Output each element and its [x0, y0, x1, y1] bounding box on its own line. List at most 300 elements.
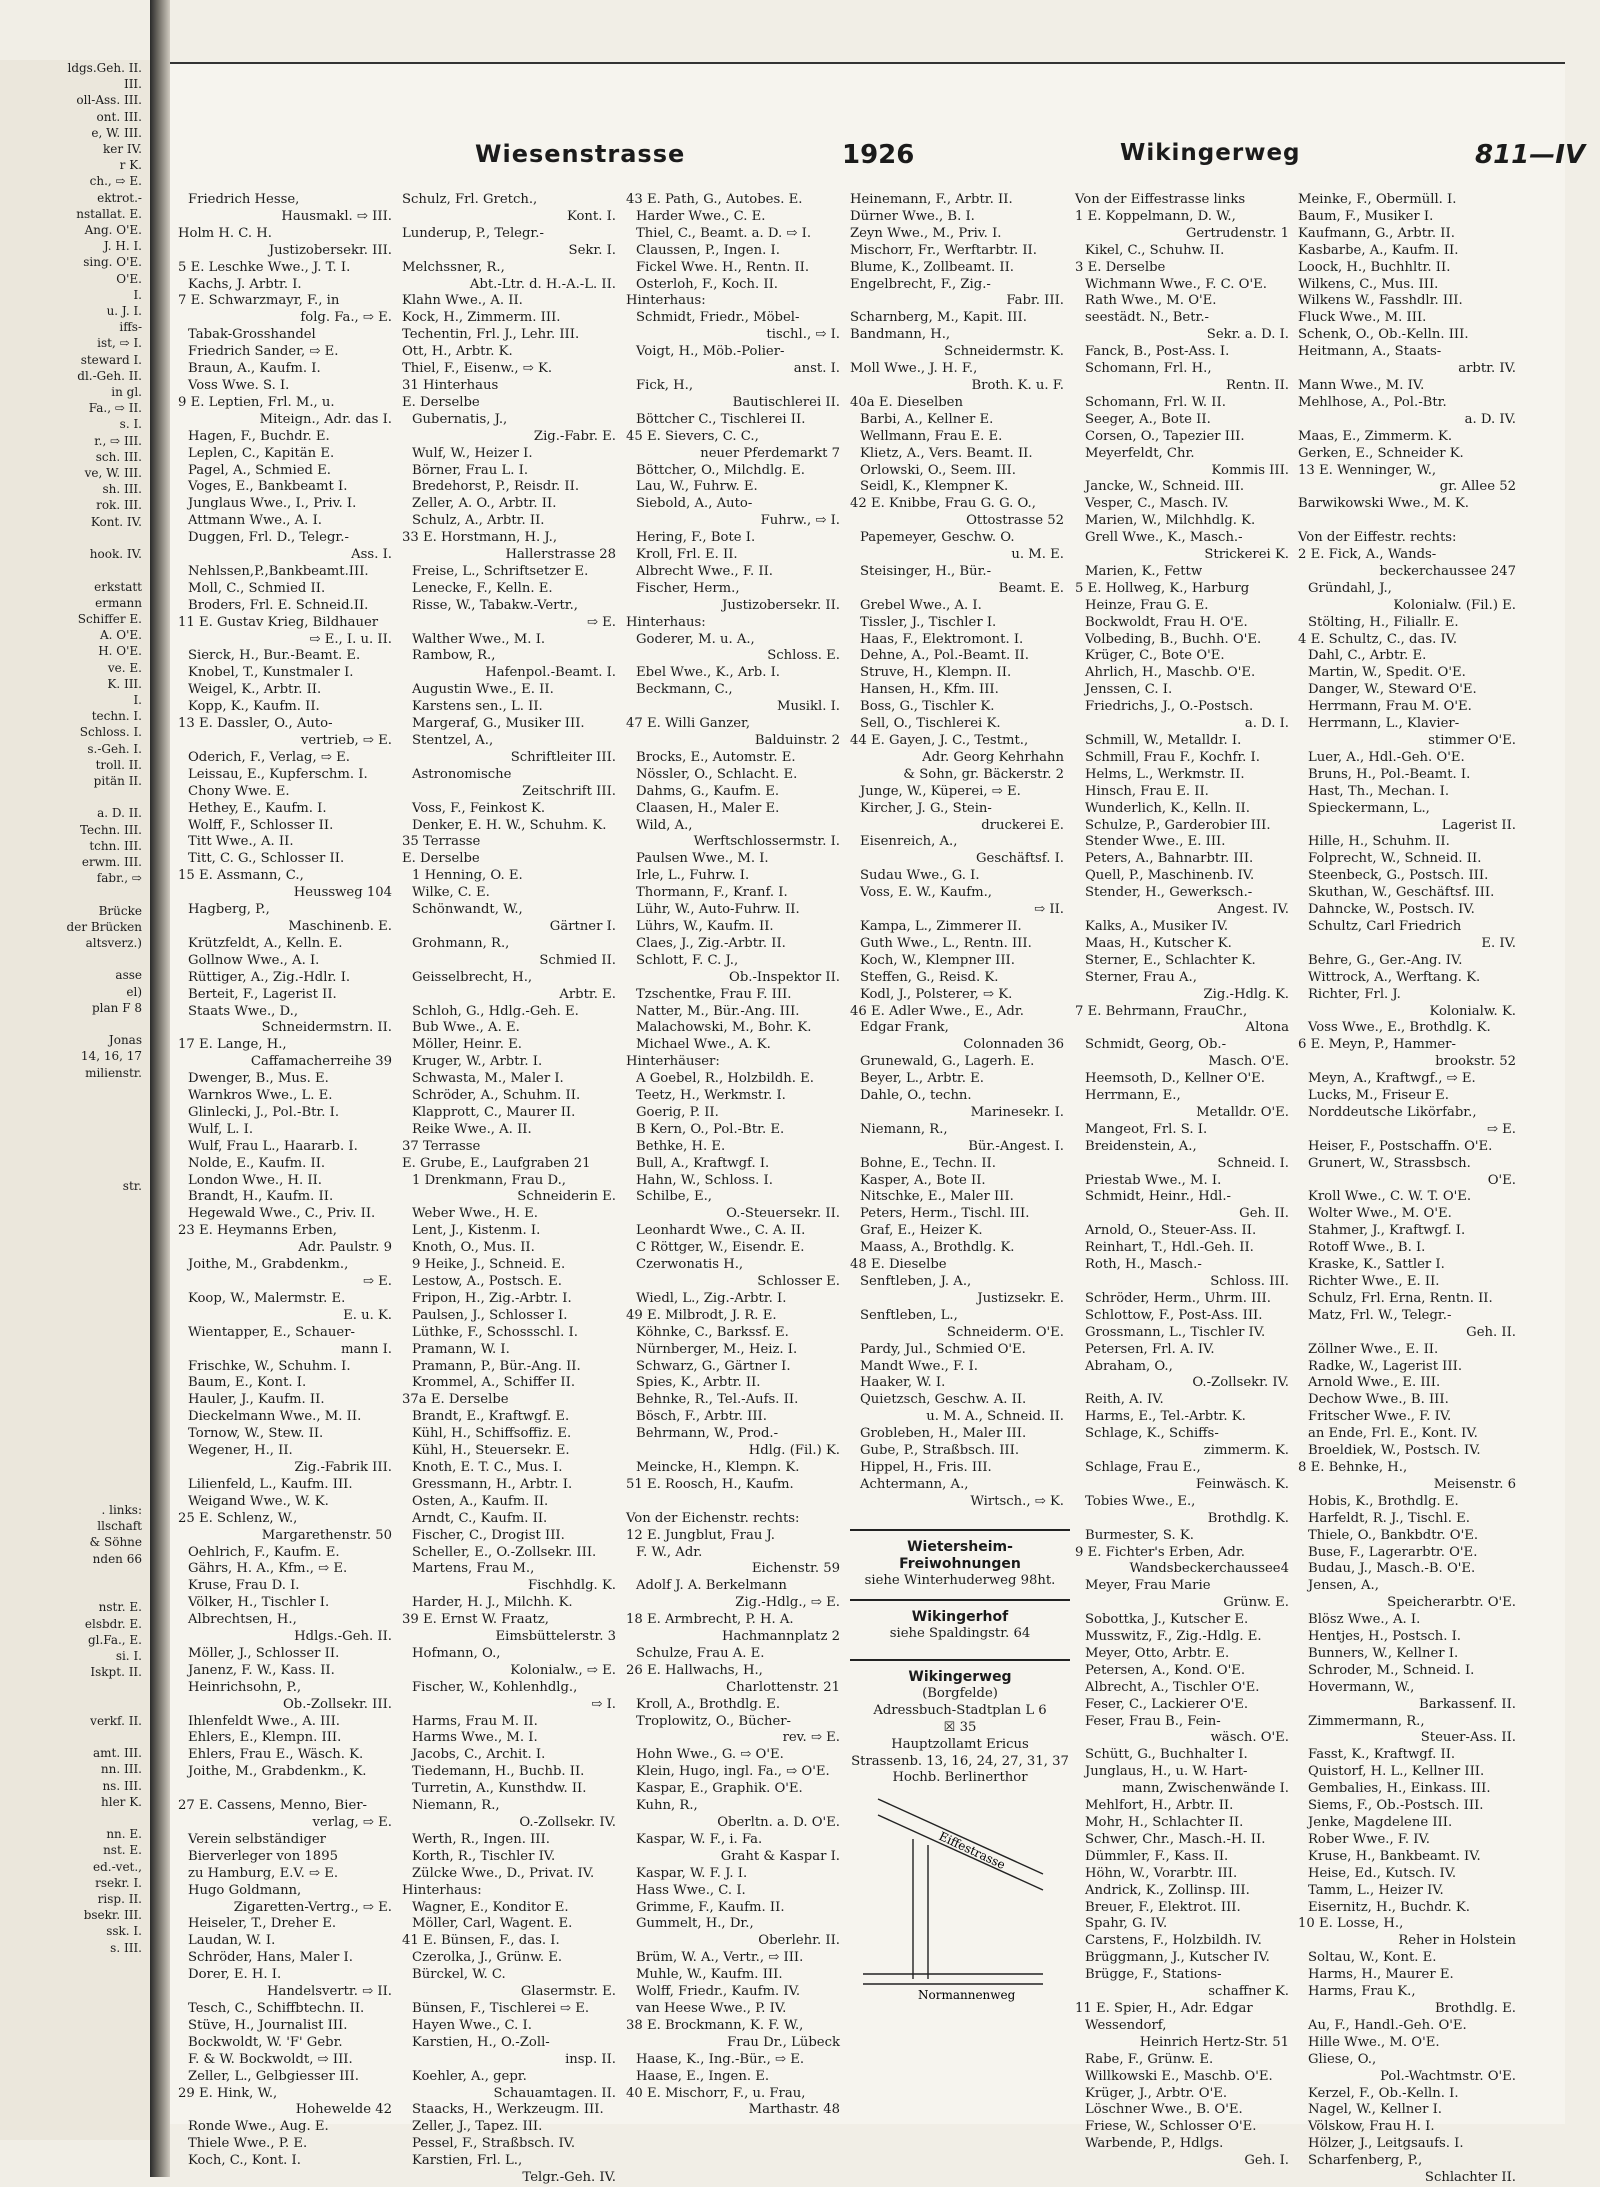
street-district: (Borgfelde) — [922, 1685, 998, 1701]
directory-entry: Fischer, W., Kohlenhdlg., — [412, 1679, 578, 1695]
street-postal: ☒ 35 — [943, 1719, 977, 1735]
directory-entry: Petersen, A., Kond. O'E. — [1085, 1662, 1246, 1678]
directory-entry: Siebold, A., Auto- — [636, 496, 753, 512]
directory-entry: Niemann, R., — [412, 1798, 500, 1814]
directory-entry: Völker, H., Tischler I. — [188, 1595, 330, 1611]
directory-entry: Zülcke Wwe., D., Privat. IV. — [412, 1865, 595, 1881]
directory-entry: Koop, W., Malermstr. E. — [188, 1290, 346, 1306]
facing-page-line: . links: — [101, 1503, 142, 1518]
facing-page-line — [0, 1081, 150, 1097]
directory-entry: Korth, R., Tischler IV. — [412, 1848, 556, 1864]
directory-entry: Barbi, A., Kellner E. — [860, 411, 994, 427]
directory-entry: Schneiderin E. — [517, 1189, 616, 1205]
directory-entry: E. IV. — [1481, 935, 1516, 951]
directory-entry: Gube, P., Straßbsch. III. — [860, 1443, 1020, 1459]
directory-entry: vertrieb, ⇨ E. — [300, 733, 392, 748]
directory-entry: Richter, Frl. J. — [1308, 986, 1401, 1002]
directory-entry: Lühr, W., Auto-Fuhrw. II. — [636, 902, 800, 918]
directory-entry: Fuhrw., ⇨ I. — [760, 513, 840, 529]
directory-entry: Nagel, W., Kellner I. — [1308, 2102, 1443, 2118]
directory-entry: Stentzel, A., — [412, 733, 494, 748]
directory-entry: Wirtsch., ⇨ K. — [970, 1493, 1064, 1509]
directory-entry: Schneidermstrn. II. — [261, 1020, 392, 1036]
directory-entry: Jacobs, C., Archit. I. — [412, 1747, 546, 1763]
directory-entry: Wichmann Wwe., F. C. O'E. — [1085, 276, 1267, 292]
directory-entry: 41 E. Bünsen, F., das. I. — [402, 1933, 560, 1949]
notice-text: siehe Winterhuderweg 98ht. — [864, 1572, 1056, 1588]
directory-entry: rev. ⇨ E. — [782, 1730, 840, 1746]
directory-entry: Siems, F., Ob.-Postsch. III. — [1308, 1798, 1484, 1814]
facing-page-line — [0, 1324, 150, 1340]
directory-entry: Sierck, H., Bur.-Beamt. E. — [188, 648, 361, 664]
directory-entry: Adr. Paulstr. 9 — [298, 1240, 392, 1256]
directory-entry: Knoth, O., Mus. II. — [412, 1240, 535, 1256]
directory-entry: Metalldr. O'E. — [1196, 1104, 1289, 1120]
directory-entry: Höhn, W., Vorarbtr. III. — [1085, 1865, 1238, 1881]
directory-entry: Hagen, F., Buchdr. E. — [188, 428, 330, 444]
directory-entry: Lunderup, P., Telegr.- — [402, 225, 544, 241]
directory-entry: Wild, A., — [636, 817, 693, 833]
directory-entry: Ottostrasse 52 — [966, 513, 1064, 529]
directory-entry: Wolff, F., Schlosser II. — [188, 817, 334, 833]
facing-page-line: nden 66 — [92, 1551, 142, 1566]
header-year: 1926 — [842, 140, 915, 170]
directory-entry: Lagerist II. — [1441, 817, 1516, 833]
directory-entry: Schroder, M., Schneid. I. — [1308, 1662, 1475, 1678]
street-info-box — [850, 1659, 1070, 1787]
directory-entry: Geh. I. — [1244, 2153, 1289, 2169]
directory-entry: Maas, H., Kutscher K. — [1085, 935, 1232, 951]
directory-entry: Stüve, H., Journalist III. — [188, 2017, 348, 2033]
directory-entry: 18 E. Armbrecht, P. H. A. — [626, 1612, 794, 1628]
directory-entry: Tamm, L., Heizer IV. — [1308, 1882, 1444, 1898]
directory-entry: Hinsch, Frau E. II. — [1085, 783, 1209, 799]
directory-entry: Meisenstr. 6 — [1433, 1476, 1516, 1492]
directory-entry: Zeller, L., Gelbgiesser III. — [188, 2068, 359, 2084]
directory-entry: Karstien, Frl. L., — [412, 2153, 523, 2169]
directory-entry: 5 E. Hollweg, K., Harburg — [1075, 580, 1250, 596]
directory-entry: Bürckel, W. C. — [412, 1967, 506, 1983]
directory-entry: Harms Wwe., M. I. — [412, 1730, 538, 1746]
directory-entry: Haase, E., Ingen. E. — [636, 2068, 770, 2084]
directory-entry: Pramann, W. I. — [412, 1341, 510, 1357]
directory-entry: Rotoff Wwe., B. I. — [1308, 1240, 1426, 1256]
directory-entry: 13 E. Dassler, O., Auto- — [178, 716, 333, 732]
directory-entry: Kruse, H., Bankbeamt. IV. — [1308, 1848, 1481, 1864]
facing-page-line: Kont. IV. — [90, 514, 142, 529]
directory-entry: Lührs, W., Kaufm. II. — [636, 918, 774, 934]
facing-page-line: sch. III. — [95, 449, 142, 464]
directory-entry: Möller, Heinr. E. — [412, 1037, 522, 1053]
directory-entry: Hobis, K., Brothdlg. E. — [1308, 1493, 1459, 1509]
facing-page-line — [0, 1567, 150, 1583]
directory-entry: Janenz, F. W., Kass. II. — [188, 1662, 335, 1678]
facing-page-line: hler K. — [101, 1794, 142, 1809]
directory-entry: Denker, E. H. W., Schuhm. K. — [412, 817, 607, 833]
directory-entry: Hippel, H., Fris. III. — [860, 1459, 992, 1475]
directory-entry: Wellmann, Frau E. E. — [860, 428, 1003, 444]
directory-entry: Bub Wwe., A. E. — [412, 1020, 520, 1036]
facing-page-line — [0, 1243, 150, 1259]
directory-entry: Friedrich Sander, ⇨ E. — [188, 344, 339, 360]
directory-entry: Titt, C. G., Schlosser II. — [188, 851, 345, 867]
facing-page-line: ldgs.Geh. II. — [67, 61, 142, 75]
directory-entry: 42 E. Knibbe, Frau G. G. O., — [850, 496, 1036, 512]
directory-entry: Voigt, H., Möb.-Polier- — [636, 344, 785, 360]
directory-entry: Bethke, H. E. — [636, 1138, 726, 1154]
facing-page-line: a. D. II. — [97, 806, 142, 821]
directory-entry: Braun, A., Kaufm. I. — [188, 361, 321, 377]
directory-entry: Bür.-Angest. I. — [968, 1138, 1064, 1154]
directory-entry: Hansen, H., Kfm. III. — [860, 682, 999, 698]
directory-entry: Laudan, W. I. — [188, 1933, 276, 1949]
directory-entry: O.-Zollsekr. IV. — [519, 1815, 616, 1830]
directory-entry: Böttcher, O., Milchdlg. E. — [636, 462, 805, 478]
facing-page-line: ve. E. — [107, 660, 142, 675]
directory-entry: Tesch, C., Schiffbtechn. II. — [188, 2000, 365, 2016]
directory-entry: Möller, Carl, Wagent. E. — [412, 1916, 573, 1932]
directory-entry: Speicherarbtr. O'E. — [1387, 1595, 1516, 1611]
directory-entry: Schlosser E. — [757, 1274, 840, 1289]
directory-entry: Hauler, J., Kaufm. II. — [188, 1392, 325, 1408]
directory-entry: Kodl, J., Polsterer, ⇨ K. — [860, 986, 1013, 1002]
directory-entry: Wolter Wwe., M. O'E. — [1308, 1206, 1452, 1222]
directory-entry: Matz, Frl. W., Telegr.- — [1308, 1307, 1452, 1323]
directory-entry: Schneidermstr. K. — [944, 344, 1064, 360]
directory-entry: Schmidt, Friedr., Möbel- — [636, 310, 800, 326]
directory-entry: Schwasta, M., Maler I. — [412, 1071, 564, 1087]
directory-entry: Feser, Frau B., Fein- — [1085, 1713, 1221, 1729]
directory-entry: Musikl. I. — [777, 699, 840, 715]
directory-entry: Heitmann, A., Staats- — [1298, 344, 1442, 360]
directory-entry: Irle, L., Fuhrw. I. — [636, 868, 750, 884]
facing-page-line: amt. III. — [92, 1746, 142, 1761]
directory-entry: Vesper, C., Masch. IV. — [1085, 496, 1229, 512]
directory-entry: Kuhn, R., — [636, 1798, 698, 1814]
directory-entry: Maas, E., Zimmerm. K. — [1298, 428, 1453, 444]
directory-entry: Werth, R., Ingen. III. — [412, 1831, 550, 1847]
directory-entry: Rambow, R., — [412, 648, 496, 664]
directory-entry: Zeller, A. O., Arbtr. II. — [412, 496, 557, 512]
directory-entry: Hallerstrasse 28 — [505, 547, 616, 563]
directory-entry: Knoth, E. T. C., Mus. I. — [412, 1459, 563, 1475]
facing-page-line: oll-Ass. III. — [76, 93, 142, 108]
facing-page-line — [0, 562, 150, 578]
facing-page-line: nstallat. E. — [76, 206, 142, 221]
directory-entry: Glinlecki, J., Pol.-Btr. I. — [188, 1104, 340, 1120]
directory-entry: Hinterhaus: — [626, 614, 706, 630]
directory-entry: Guth Wwe., L., Rentn. III. — [860, 935, 1032, 951]
directory-entry: Roth, H., Masch.- — [1085, 1257, 1202, 1273]
directory-entry: Fluck Wwe., M. III. — [1298, 310, 1427, 326]
directory-entry: Lenecke, F., Kelln. E. — [412, 580, 553, 596]
directory-entry: Zöllner Wwe., E. II. — [1308, 1341, 1439, 1357]
directory-entry: Dahl, C., Arbtr. E. — [1308, 648, 1427, 664]
directory-entry: Scharfenberg, P., — [1308, 2153, 1423, 2169]
directory-entry: Hethey, E., Kaufm. I. — [188, 800, 327, 816]
directory-entry: 40 E. Mischorr, F., u. Frau, — [626, 2085, 806, 2101]
directory-entry: Brandt, H., Kaufm. II. — [188, 1189, 334, 1205]
directory-entry: Schmill, W., Metalldr. I. — [1085, 733, 1242, 748]
directory-entry: Gärtner I. — [549, 918, 616, 934]
directory-entry: Bierverleger von 1895 — [188, 1848, 338, 1864]
directory-entry: Staacks, H., Werkzeugm. III. — [412, 2102, 604, 2118]
facing-page-line: 14, 16, 17 — [80, 1049, 142, 1064]
directory-entry: 2 E. Fick, A., Wands- — [1298, 547, 1437, 563]
directory-entry: Krüger, C., Bote O'E. — [1085, 648, 1225, 664]
directory-entry: Adolf J. A. Berkelmann — [636, 1578, 787, 1594]
facing-page-line — [0, 1162, 150, 1178]
directory-page — [170, 62, 1586, 2186]
facing-page-line: steward I. — [80, 352, 142, 367]
directory-entry: Bredehorst, P., Reisdr. II. — [412, 479, 580, 495]
directory-entry: Arndt, C., Kaufm. II. — [412, 1510, 548, 1526]
directory-entry: Wiedl, L., Zig.-Arbtr. I. — [636, 1290, 787, 1306]
directory-entry: Von der Eiffestrasse links — [1075, 192, 1246, 207]
directory-entry: Thiel, C., Beamt. a. D. ⇨ I. — [636, 225, 812, 241]
facing-page-line: O'E. — [116, 271, 142, 286]
directory-entry: Fischhdlg. K. — [527, 1578, 616, 1594]
directory-entry: Rüttiger, A., Zig.-Hdlr. I. — [188, 969, 351, 985]
facing-page-line — [0, 1227, 150, 1243]
directory-entry: druckerei E. — [981, 817, 1064, 833]
facing-page-line: rok. III. — [96, 498, 142, 513]
directory-entry: Tobies Wwe., E., — [1085, 1493, 1196, 1509]
directory-entry: Moll Wwe., J. H. F., — [850, 361, 978, 377]
directory-entry: 51 E. Roosch, H., Kaufm. — [626, 1476, 794, 1492]
directory-entry: Sekr. I. — [568, 242, 616, 258]
directory-entry: Hass Wwe., C. I. — [636, 1882, 746, 1898]
directory-entry: Rath Wwe., M. O'E. — [1085, 293, 1217, 309]
directory-entry: Schulz, Frl. Erna, Rentn. II. — [1308, 1290, 1493, 1306]
directory-entry: Schomann, Frl. H., — [1085, 361, 1212, 377]
directory-entry: Walther Wwe., M. I. — [412, 631, 546, 647]
directory-entry: Graf, E., Heizer K. — [860, 1223, 983, 1239]
facing-page-line — [0, 1437, 150, 1453]
directory-entry: Stahmer, J., Kraftwgf. I. — [1308, 1223, 1466, 1239]
directory-entry: 40a E. Dieselben — [850, 394, 963, 410]
directory-entry: Albrecht, A., Tischler O'E. — [1085, 1679, 1260, 1695]
facing-page-line: el) — [126, 984, 142, 999]
directory-entry: 10 E. Losse, H., — [1298, 1916, 1404, 1932]
directory-entry: 25 E. Schlenz, W., — [178, 1510, 298, 1526]
directory-entry: Mohr, H., Schlachter II. — [1085, 1815, 1244, 1830]
directory-entry: Freise, L., Schriftsetzer E. — [412, 563, 589, 579]
facing-page-line — [0, 1259, 150, 1275]
directory-entry: Achtermann, A., — [860, 1476, 969, 1492]
directory-entry: 35 Terrasse — [402, 834, 481, 850]
directory-entry: Schröder, Hans, Maler I. — [188, 1950, 353, 1966]
directory-entry: Nürnberger, M., Heiz. I. — [636, 1341, 798, 1357]
directory-entry: Reher in Holstein — [1398, 1933, 1516, 1949]
directory-entry: Staats Wwe., D., — [188, 1003, 299, 1019]
directory-entry: Loock, H., Buchhltr. II. — [1298, 259, 1451, 275]
directory-entry: 49 E. Milbrodt, J. R. E. — [626, 1307, 777, 1323]
street-customs: Hauptzollamt Ericus — [891, 1736, 1029, 1752]
directory-entry: Kruse, Frau D. I. — [188, 1578, 300, 1594]
directory-entry: 4 E. Schultz, C., das. IV. — [1298, 631, 1458, 647]
directory-entry: Schmidt, Georg, Ob.- — [1085, 1037, 1227, 1053]
directory-entry: Breidenstein, A., — [1085, 1138, 1197, 1154]
directory-entry: Hinterhaus: — [626, 293, 706, 309]
directory-entry: beckerchaussee 247 — [1379, 563, 1516, 579]
directory-entry: Folprecht, W., Schneid. II. — [1308, 851, 1482, 867]
directory-entry: Goderer, M. u. A., — [636, 631, 755, 647]
directory-entry: Oehlrich, F., Kaufm. E. — [188, 1544, 340, 1560]
directory-entry: Stender Wwe., E. III. — [1085, 834, 1226, 850]
directory-entry: Angest. IV. — [1217, 902, 1289, 918]
directory-entry: Schmill, Frau F., Kochfr. I. — [1085, 749, 1260, 765]
directory-entry: Boss, G., Tischler K. — [860, 699, 995, 715]
directory-entry: Papemeyer, Geschw. O. — [860, 530, 1015, 546]
directory-entry: London Wwe., H. II. — [188, 1172, 322, 1188]
directory-entry: Altona — [1245, 1020, 1289, 1036]
facing-page-line: ker IV. — [102, 142, 142, 157]
facing-page-line — [0, 1697, 150, 1713]
directory-entry: Colonnaden 36 — [963, 1037, 1064, 1053]
directory-entry: Hofmann, O., — [412, 1645, 501, 1661]
directory-entry: Turretin, A., Kunsthdw. II. — [412, 1781, 587, 1797]
directory-entry: Zimmermann, R., — [1308, 1713, 1425, 1729]
directory-entry: Fick, H., — [636, 377, 694, 393]
directory-entry: E. Grube, E., Laufgraben 21 — [402, 1155, 591, 1171]
directory-entry: Quistorf, H. L., Kellner III. — [1308, 1764, 1485, 1780]
directory-entry: Martin, W., Spedit. O'E. — [1308, 665, 1466, 681]
directory-entry: A Goebel, R., Holzbildh. E. — [636, 1071, 814, 1087]
facing-page-line — [0, 1729, 150, 1745]
directory-entry: Kalks, A., Musiker IV. — [1085, 918, 1229, 934]
directory-entry: Fischer, Herm., — [636, 580, 740, 596]
directory-entry: an Ende, Frl. E., Kont. IV. — [1308, 1426, 1478, 1442]
directory-entry: Kerzel, F., Ob.-Kelln. I. — [1308, 2085, 1459, 2101]
directory-entry: Wagner, E., Konditor E. — [412, 1899, 569, 1915]
directory-entry: Voss, E. W., Kaufm., — [860, 885, 992, 901]
directory-entry: Luer, A., Hdl.-Geh. O'E. — [1308, 749, 1465, 765]
directory-entry: Friedrichs, J., O.-Postsch. — [1085, 699, 1254, 715]
directory-entry: 6 E. Meyn, P., Hammer- — [1298, 1037, 1456, 1053]
directory-entry: Broeldiek, W., Postsch. IV. — [1308, 1443, 1481, 1459]
directory-entry: Zeitschrift III. — [522, 783, 616, 799]
directory-entry: 5 E. Leschke Wwe., J. T. I. — [178, 259, 351, 275]
directory-entry: Albrechtsen, H., — [188, 1612, 297, 1628]
directory-entry: Reinhart, T., Hdl.-Geh. II. — [1085, 1240, 1254, 1256]
directory-entry: Köhnke, C., Barkssf. E. — [636, 1324, 789, 1340]
directory-entry: Ehlers, E., Klempn. III. — [188, 1730, 342, 1746]
directory-entry: Ebel Wwe., K., Arb. I. — [636, 665, 780, 681]
directory-entry: Nitschke, E., Maler III. — [860, 1189, 1014, 1205]
directory-entry: Bösch, F., Arbtr. III. — [636, 1409, 767, 1425]
directory-entry: Krüger, J., Arbtr. O'E. — [1085, 2085, 1228, 2101]
facing-page-line: J. H. I. — [103, 239, 142, 254]
directory-entry: Maschinenb. E. — [288, 918, 392, 934]
directory-entry: 47 E. Willi Ganzer, — [626, 716, 751, 732]
directory-entry: Voss, F., Feinkost K. — [412, 800, 546, 816]
directory-entry: Barkassenf. II. — [1419, 1696, 1516, 1712]
directory-entry: Knobel, T., Kunstmaler I. — [188, 665, 354, 681]
directory-entry: Sekr. a. D. I. — [1206, 327, 1289, 343]
directory-entry: Möller, J., Schlosser II. — [188, 1645, 340, 1661]
directory-entry: ⇨ I. — [591, 1696, 616, 1712]
directory-entry: Hayen Wwe., C. I. — [412, 2017, 532, 2033]
directory-entry: Sudau Wwe., G. I. — [860, 868, 980, 884]
directory-entry: Meyer, Frau Marie — [1085, 1578, 1211, 1594]
facing-page-fragment — [0, 60, 153, 2140]
directory-entry: Wolff, Friedr., Kaufm. IV. — [636, 1984, 801, 2000]
directory-entry: Harms, Frau K., — [1308, 1984, 1416, 2000]
directory-entry: Risse, W., Tabakw.-Vertr., — [412, 597, 578, 613]
directory-entry: Voss Wwe., E., Brothdlg. K. — [1308, 1020, 1491, 1036]
directory-entry: a. D. I. — [1244, 716, 1289, 732]
directory-entry: Hahn, W., Schloss. I. — [636, 1172, 773, 1188]
facing-page-line: elsbdr. E. — [84, 1616, 142, 1631]
directory-entry: Goerig, P. II. — [636, 1104, 719, 1120]
directory-entry: van Heese Wwe., P. IV. — [636, 2000, 787, 2016]
directory-entry: Grell Wwe., K., Masch.- — [1085, 530, 1243, 546]
directory-entry: Wessendorf, — [1085, 2017, 1167, 2033]
directory-entry: Kircher, J. G., Stein- — [860, 800, 992, 816]
directory-entry: Dahncke, W., Postsch. IV. — [1308, 902, 1475, 918]
directory-entry: Peters, A., Bahnarbtr. III. — [1085, 851, 1254, 867]
directory-entry: Hohewelde 42 — [295, 2102, 392, 2118]
directory-entry: Schröder, A., Schuhm. II. — [412, 1088, 581, 1104]
directory-entry: Zigaretten-Vertrg., ⇨ E. — [233, 1899, 392, 1915]
directory-entry: Martens, Frau M., — [412, 1561, 535, 1577]
directory-entry: Fickel Wwe. H., Rentn. II. — [636, 259, 810, 275]
directory-entry: Eimsbüttelerstr. 3 — [495, 1629, 616, 1645]
directory-entry: Tabak-Grosshandel — [188, 327, 316, 343]
directory-entry: Spies, K., Arbtr. II. — [636, 1375, 761, 1391]
directory-entry — [626, 1494, 844, 1511]
directory-entry: Schlachter II. — [1424, 2170, 1516, 2186]
directory-entry: Schloss. E. — [767, 648, 840, 664]
directory-entry: ⇨ E. — [586, 614, 616, 630]
directory-entry: Behre, G., Ger.-Ang. IV. — [1308, 952, 1463, 968]
facing-page-line: hook. IV. — [89, 547, 142, 562]
directory-entry: 45 E. Sievers, C. C., — [626, 428, 759, 444]
directory-entry: ⇨ E. — [1486, 1121, 1516, 1137]
directory-entry: Krützfeldt, A., Kelln. E. — [188, 935, 343, 951]
directory-entry: Wientapper, E., Schauer- — [188, 1324, 355, 1340]
directory-entry: stimmer O'E. — [1428, 733, 1516, 748]
directory-entry: Heiser, F., Postschaffn. O'E. — [1308, 1138, 1493, 1154]
directory-entry: Reike Wwe., A. II. — [412, 1121, 532, 1137]
directory-entry: Soltau, W., Kont. E. — [1308, 1950, 1437, 1966]
directory-entry: Fasst, K., Kraftwgf. II. — [1308, 1747, 1456, 1763]
facing-page-line — [0, 1275, 150, 1291]
directory-entry: Wunderlich, K., Kelln. II. — [1085, 800, 1250, 816]
directory-entry: Zeller, J., Tapez. III. — [412, 2119, 543, 2135]
directory-entry: Marinesekr. I. — [970, 1104, 1064, 1120]
directory-entry: Grunewald, G., Lagerh. E. — [860, 1054, 1035, 1070]
directory-entry: Fanck, B., Post-Ass. I. — [1085, 344, 1230, 360]
facing-page-line: milienstr. — [85, 1065, 142, 1080]
directory-entry: Caffamacherreihe 39 — [250, 1054, 392, 1070]
directory-entry: Brüggmann, J., Kutscher IV. — [1085, 1950, 1270, 1966]
directory-entry: Lestow, A., Postsch. E. — [412, 1274, 562, 1289]
directory-entry: Krommel, A., Schiffer II. — [412, 1375, 576, 1391]
directory-entry: Beckmann, C., — [636, 682, 733, 698]
directory-entry: 9 Heike, J., Schneid. E. — [412, 1257, 566, 1273]
column-5 — [1075, 192, 1293, 2169]
directory-entry: Haas, F., Elektromont. I. — [860, 631, 1024, 647]
directory-entry: Marien, W., Milchhdlg. K. — [1085, 513, 1256, 529]
directory-entry: Dümmler, F., Kass. II. — [1085, 1848, 1229, 1864]
facing-page-line — [0, 1470, 150, 1486]
directory-entry: verlag, ⇨ E. — [312, 1815, 392, 1830]
street-title: Wikingerweg — [850, 1659, 1070, 1686]
directory-entry: Broders, Frl. E. Schneid.II. — [188, 597, 369, 613]
directory-entry: Handelsvertr. ⇨ II. — [266, 1984, 392, 2000]
